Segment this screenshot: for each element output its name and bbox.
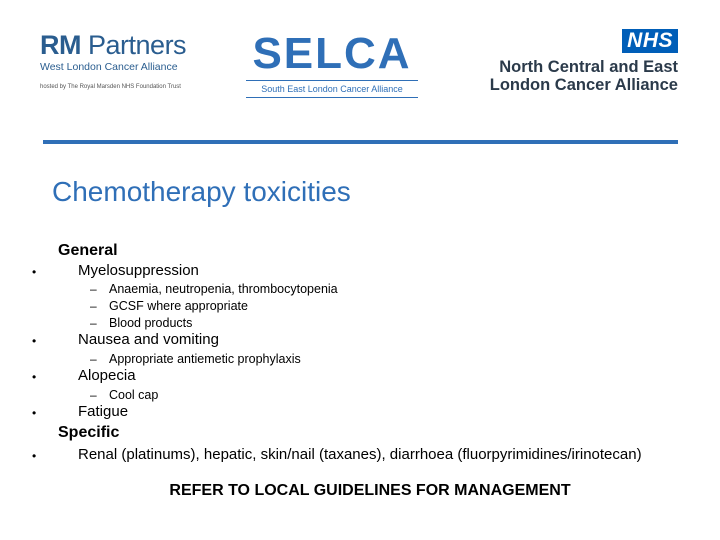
slide-title: Chemotherapy toxicities <box>52 176 351 207</box>
dash-icon: – <box>90 352 97 366</box>
bullet-icon: • <box>32 370 37 384</box>
list-item: Fatigue <box>78 403 129 420</box>
rm-partners-hosted-by: hosted by The Royal Marsden NHS Foundation Trust <box>40 84 181 90</box>
ncel-logo-name <box>490 58 678 94</box>
bullet-icon: • <box>32 334 37 348</box>
rm-partners-logo <box>40 30 187 100</box>
footer-note: REFER TO LOCAL GUIDELINES FOR MANAGEMENT <box>169 482 571 499</box>
dash-icon: – <box>90 299 97 313</box>
rm-partners-title-rest: Partners <box>88 30 187 60</box>
bullet-icon: • <box>32 265 37 279</box>
bullet-icon: • <box>32 406 37 420</box>
rm-partners-title <box>40 30 187 60</box>
selca-rule-top <box>246 80 418 81</box>
selca-subtitle: South East London Cancer Alliance <box>261 84 403 94</box>
list-item: Myelosuppression <box>78 262 199 279</box>
general-heading: General <box>58 242 118 259</box>
rm-partners-title-bold: RM <box>40 30 81 60</box>
dash-icon: – <box>90 282 97 296</box>
bullet-icon: • <box>32 449 37 463</box>
rm-partners-subtitle: West London Cancer Alliance <box>40 61 178 73</box>
selca-logo <box>244 30 420 98</box>
sub-list-item: Blood products <box>109 316 193 330</box>
specific-heading: Specific <box>58 424 120 441</box>
dash-icon: – <box>90 388 97 402</box>
selca-wordmark: SELCA <box>252 29 412 78</box>
list-item: Renal (platinums), hepatic, skin/nail (taxanes), diarrhoea (fluorpyrimidines/irinotecan) <box>78 446 642 463</box>
selca-rule-bottom <box>246 97 418 98</box>
sub-list-item: Cool cap <box>109 388 159 402</box>
list-item: Nausea and vomiting <box>78 331 219 348</box>
list-item: Alopecia <box>78 367 136 384</box>
ncel-line-2: London Cancer Alliance <box>489 76 678 94</box>
sub-list-item: Anaemia, neutropenia, thrombocytopenia <box>109 282 338 296</box>
nhs-badge: NHS <box>622 29 678 53</box>
dash-icon: – <box>90 316 97 330</box>
sub-list-item: Appropriate antiemetic prophylaxis <box>109 352 301 366</box>
sub-list-item: GCSF where appropriate <box>109 299 248 313</box>
header-divider <box>43 140 678 144</box>
ncel-line-1: North Central and East <box>499 58 678 76</box>
